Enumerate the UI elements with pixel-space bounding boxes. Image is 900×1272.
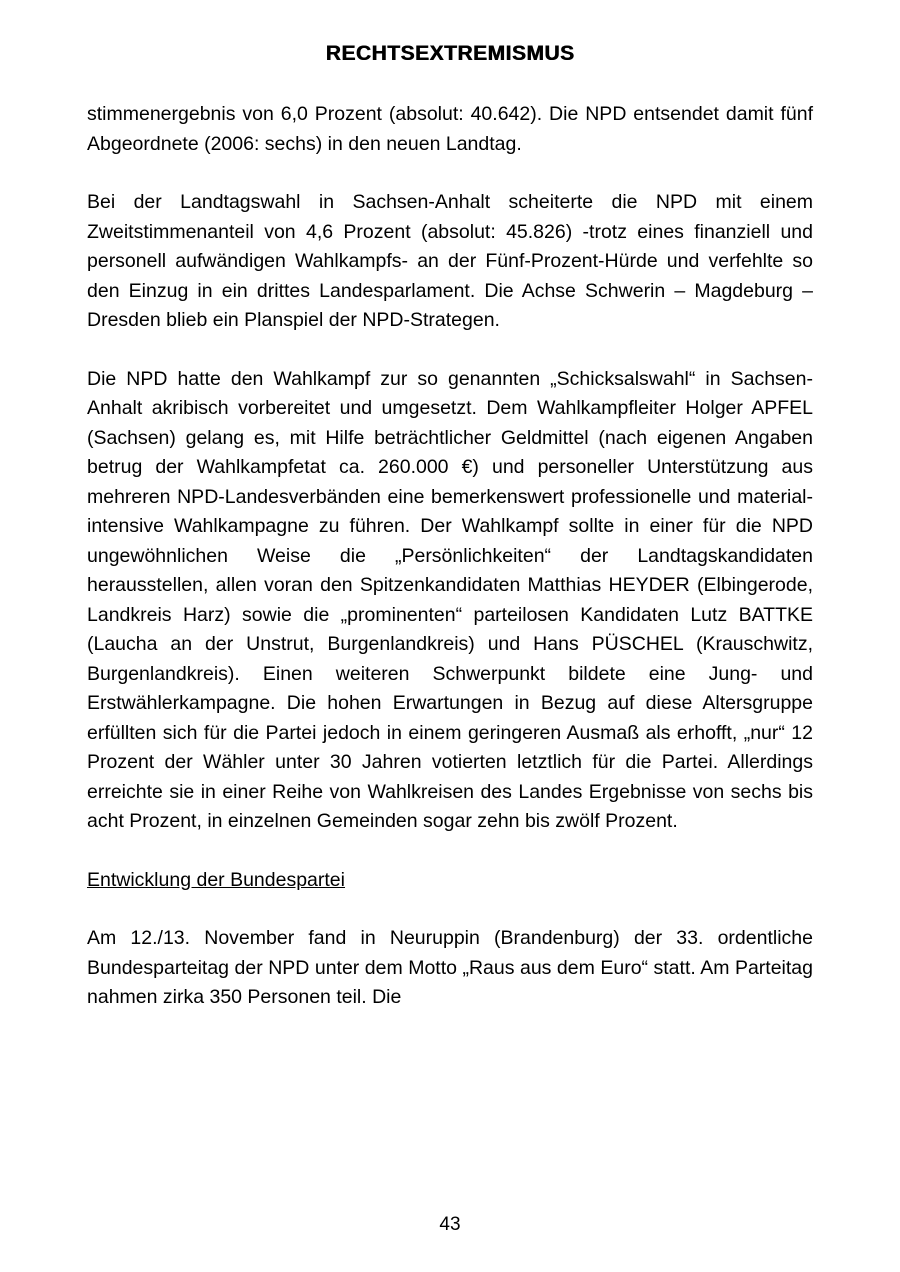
- paragraph: stimmenergebnis von 6,0 Prozent (absolut: 40.642). Die NPD entsendet damit fünf Abgeordnete (2006: sechs) in den neuen Landtag.: [87, 103, 813, 155]
- page-header-title: RECHTSEXTREMISMUS: [325, 42, 575, 65]
- paragraph: Am 12./13. November fand in Neuruppin (Brandenburg) der 33. ordentliche Bundesparteitag der NPD unter dem Motto „Raus aus dem Euro“ statt. Am Parteitag nahmen zirka 350 Personen teil. Die: [87, 927, 813, 1008]
- paragraph: Die NPD hatte den Wahlkampf zur so genannten „Schicksalswahl“ in Sachsen-Anhalt akribisch vorbereitet und umgesetzt. Dem Wahlkampfleiter Holger APFEL (Sachsen) gelang es, mit Hilfe beträchtlicher Geldmittel (nach eigenen Angaben betrug der Wahlkampfetat ca. 260.000 €) und personeller Unterstützung aus mehreren NPD-Landesverbänden eine bemerkenswert professionelle und materialintensive Wahlkampagne zu führen. Der Wahlkampf sollte in einer für die NPD ungewöhnlichen Weise die „Persönlichkeiten“ der Landtagskandidaten herausstellen, allen voran den Spitzenkandidaten Matthias HEYDER (Elbingerode, Landkreis Harz) sowie die „prominenten“ parteilosen Kandidaten Lutz BATTKE (Laucha an der Unstrut, Burgenlandkreis) und Hans PÜSCHEL (Krauschwitz, Burgenlandkreis). Einen weiteren Schwerpunkt bildete eine Jung- und Erstwählerkampagne. Die hohen Erwartungen in Bezug auf diese Altersgruppe erfüllten sich für die Partei jedoch in einem geringeren Ausmaß als erhofft, „nur“ 12 Prozent der Wähler unter 30 Jahren votierten letztlich für die Partei. Allerdings erreichte sie in einer Reihe von Wahlkreisen des Landes Ergebnisse von sechs bis acht Prozent, in einzelnen Gemeinden sogar zehn bis zwölf Prozent.: [87, 367, 813, 832]
- section-subheading: Entwicklung der Bundespartei: [87, 868, 345, 891]
- document-body: [87, 66, 813, 1013]
- page-number: 43: [439, 1214, 461, 1235]
- paragraph: Bei der Landtagswahl in Sachsen-Anhalt scheiterte die NPD mit einem Zweitstimmenanteil von 4,6 Prozent (absolut: 45.826) -trotz eines finanziell und personell aufwändigen Wahlkampfs- an der Fünf-Prozent-Hürde und verfehlte so den Einzug in ein drittes Landesparlament. Die Achse Schwerin – Magdeburg – Dresden blieb ein Planspiel der NPD-Strategen.: [87, 191, 813, 331]
